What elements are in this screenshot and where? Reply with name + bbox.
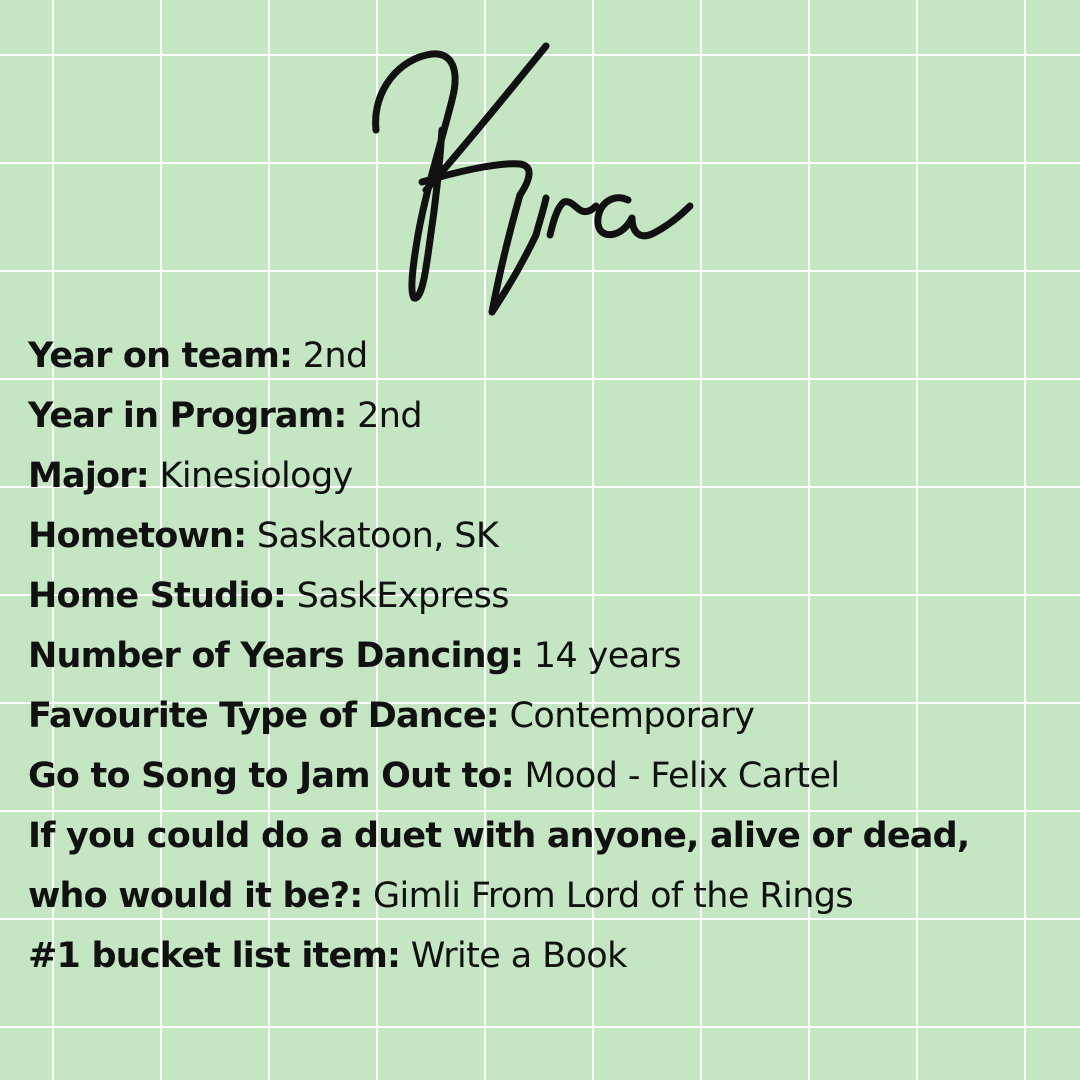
- name-signature: [360, 30, 710, 330]
- detail-year-on-team: [28, 326, 1058, 386]
- detail-value: Kinesiology: [159, 456, 353, 496]
- detail-label: Home Studio:: [28, 576, 287, 616]
- detail-years-dancing: [28, 626, 1058, 686]
- detail-label: Hometown:: [28, 516, 247, 556]
- detail-value: Saskatoon, SK: [256, 516, 499, 556]
- detail-year-in-program: [28, 386, 1058, 446]
- profile-details: [28, 326, 1058, 986]
- detail-value: Gimli From Lord of the Rings: [372, 876, 854, 916]
- detail-value: 14 years: [533, 636, 681, 676]
- detail-label: Go to Song to Jam Out to:: [28, 756, 514, 796]
- detail-label: If you could do a duet with anyone, alive or dead,: [28, 816, 970, 856]
- detail-label: Number of Years Dancing:: [28, 636, 524, 676]
- detail-value: 2nd: [302, 336, 368, 376]
- detail-home-studio: [28, 566, 1058, 626]
- detail-value: Mood - Felix Cartel: [524, 756, 840, 796]
- detail-bucket-list: [28, 926, 1058, 986]
- signature-stroke-a: [598, 198, 690, 236]
- detail-duet-question: [28, 806, 1058, 866]
- detail-major: [28, 446, 1058, 506]
- detail-value: SaskExpress: [296, 576, 509, 616]
- detail-label: Year in Program:: [28, 396, 347, 436]
- detail-label: who would it be?:: [28, 876, 363, 916]
- detail-duet-answer: [28, 866, 1058, 926]
- detail-value: Contemporary: [509, 696, 755, 736]
- signature-stroke-r: [550, 202, 596, 235]
- detail-favourite-dance: [28, 686, 1058, 746]
- detail-hometown: [28, 506, 1058, 566]
- detail-label: #1 bucket list item:: [28, 936, 401, 976]
- detail-label: Year on team:: [28, 336, 293, 376]
- detail-go-to-song: [28, 746, 1058, 806]
- detail-label: Major:: [28, 456, 149, 496]
- signature-stroke-k-leg: [492, 195, 536, 312]
- detail-value: Write a Book: [410, 936, 627, 976]
- signature-stroke-i: [536, 198, 546, 235]
- detail-label: Favourite Type of Dance:: [28, 696, 500, 736]
- name-signature-graphic: [360, 30, 710, 330]
- detail-value: 2nd: [357, 396, 422, 436]
